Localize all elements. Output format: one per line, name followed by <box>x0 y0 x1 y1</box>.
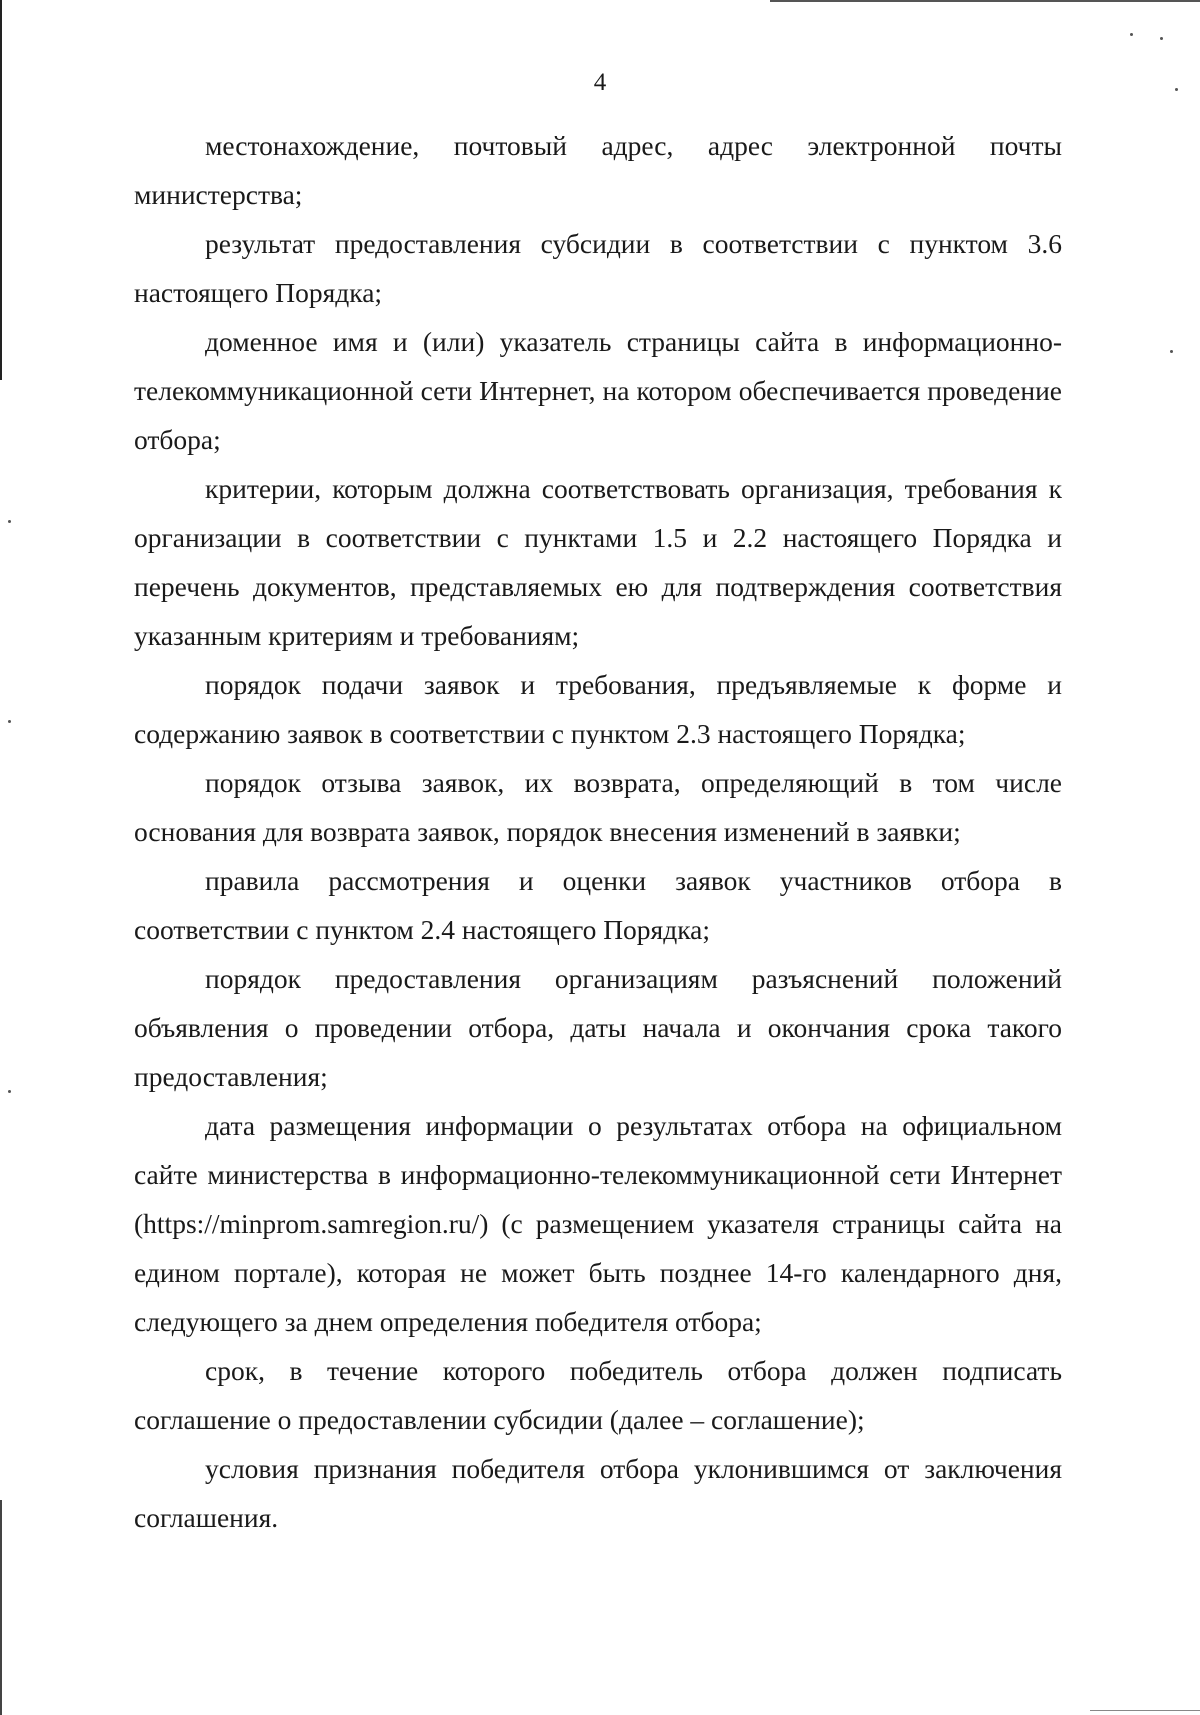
paragraph: местонахождение, почтовый адрес, адрес электронной почты министерства; <box>134 130 1062 210</box>
scan-speck <box>1130 33 1133 36</box>
paragraph: правила рассмотрения и оценки заявок участников отбора в соответствии с пунктом 2.4 настоящего Порядка; <box>134 865 1062 945</box>
page-number: 4 <box>593 69 607 96</box>
paragraph: порядок отзыва заявок, их возврата, определяющий в том числе основания для возврата заявок, порядок внесения изменений в заявки; <box>134 767 1062 847</box>
scan-speck <box>1160 37 1163 40</box>
paragraph: дата размещения информации о результатах отбора на официальном сайте министерства в информационно-телекоммуникационной сети Интернет (https://minprom.samregion.ru/) (с размещением указателя страницы сайта на едином портале), которая не может быть позднее 14-го календарного дня, следующего за днем определения победителя отбора; <box>134 1110 1062 1337</box>
paragraph: доменное имя и (или) указатель страницы сайта в информационно-телекоммуникационной сети Интернет, на котором обеспечивается проведение отбора; <box>134 326 1062 455</box>
scan-speck <box>1170 350 1173 353</box>
document-body <box>134 121 1062 1542</box>
paragraph: условия признания победителя отбора уклонившимся от заключения соглашения. <box>134 1453 1062 1533</box>
paragraph: порядок предоставления организациям разъяснений положений объявления о проведении отбора, даты начала и окончания срока такого предоставления; <box>134 963 1062 1092</box>
scan-bottom-rule <box>1090 1710 1200 1711</box>
paragraph: критерии, которым должна соответствовать организация, требования к организации в соответствии с пунктами 1.5 и 2.2 настоящего Порядка и перечень документов, представляемых ею для подтверждения соответствия указанным критериям и требованиям; <box>134 473 1062 651</box>
paragraph: срок, в течение которого победитель отбора должен подписать соглашение о предоставлении субсидии (далее – соглашение); <box>134 1355 1062 1435</box>
paragraph: порядок подачи заявок и требования, предъявляемые к форме и содержанию заявок в соответствии с пунктом 2.3 настоящего Порядка; <box>134 669 1062 749</box>
scan-speck <box>8 720 11 723</box>
scan-speck <box>8 1090 11 1093</box>
scan-top-rule <box>770 0 1200 2</box>
paragraph: результат предоставления субсидии в соответствии с пунктом 3.6 настоящего Порядка; <box>134 228 1062 308</box>
scan-edge-artifact <box>0 1500 2 1715</box>
scan-speck <box>8 520 11 523</box>
scan-edge-artifact <box>0 0 2 380</box>
